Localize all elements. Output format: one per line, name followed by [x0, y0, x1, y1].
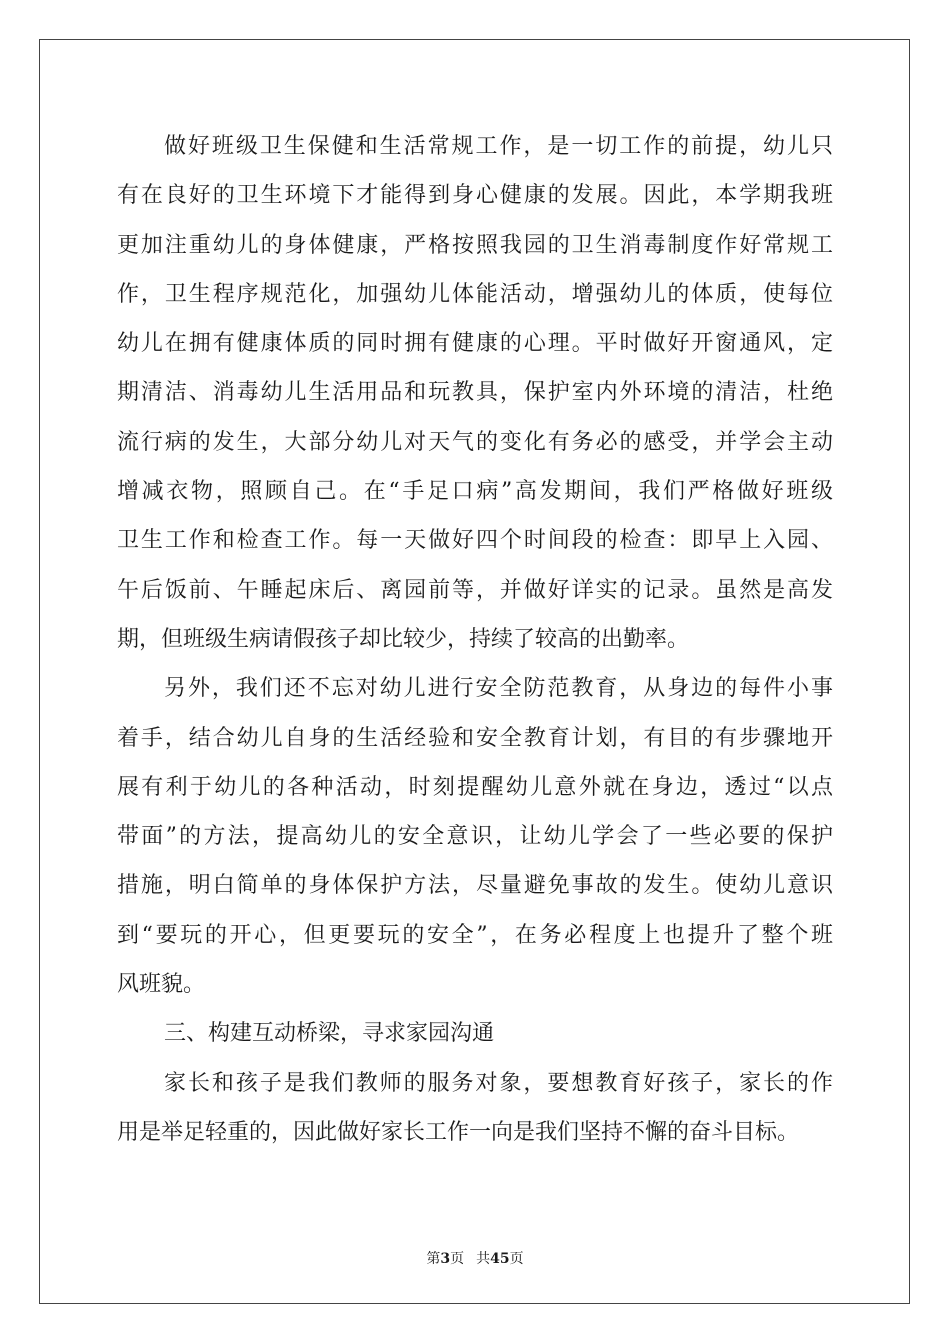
text-line: 措施，明白简单的身体保护方法，尽量避免事故的发生。使幼儿意识 [117, 873, 833, 899]
page-suffix: 页 [450, 1251, 465, 1267]
text-line: 三、构建互动桥梁，寻求家园沟通 [164, 1021, 495, 1047]
page-number: 3 [440, 1251, 451, 1267]
text-line: 午后饭前、午睡起床后、离园前等，并做好详实的记录。虽然是高发 [117, 577, 833, 603]
text-line: 带面”的方法，提高幼儿的安全意识，让幼儿学会了一些必要的保护 [117, 824, 833, 850]
text-line: 流行病的发生，大部分幼儿对天气的变化有务必的感受，并学会主动 [117, 429, 833, 455]
text-line: 做好班级卫生保健和生活常规工作，是一切工作的前提，幼儿只 [164, 134, 833, 159]
paragraph [117, 1009, 833, 1058]
document-body [117, 122, 833, 1157]
text-line: 卫生工作和检查工作。每一天做好四个时间段的检查：即早上入园、 [117, 528, 833, 554]
paragraph [117, 1059, 833, 1158]
text-line: 另外，我们还不忘对幼儿进行安全防范教育，从身边的每件小事 [164, 676, 833, 702]
paragraph [117, 664, 833, 1009]
total-pages: 45 [490, 1251, 510, 1267]
text-line: 更加注重幼儿的身体健康，严格按照我园的卫生消毒制度作好常规工 [117, 232, 833, 258]
text-line: 作，卫生程序规范化，加强幼儿体能活动，增强幼儿的体质，使每位 [117, 281, 833, 307]
text-line: 增减衣物，照顾自己。在“手足口病”高发期间，我们严格做好班级 [117, 479, 833, 505]
text-line: 期，但班级生病请假孩子却比较少，持续了较高的出勤率。 [117, 626, 690, 652]
total-prefix: 共 [476, 1251, 491, 1267]
total-suffix: 页 [509, 1251, 524, 1267]
text-line: 幼儿在拥有健康体质的同时拥有健康的心理。平时做好开窗通风，定 [117, 331, 833, 357]
text-line: 用是举足轻重的，因此做好家长工作一向是我们坚持不懈的奋斗目标。 [117, 1119, 800, 1145]
text-line: 家长和孩子是我们教师的服务对象，要想教育好孩子，家长的作 [164, 1070, 833, 1096]
paragraph [117, 122, 833, 664]
text-line: 期清洁、消毒幼儿生活用品和玩教具，保护室内外环境的清洁，杜绝 [117, 380, 833, 406]
text-line: 风班貌。 [117, 972, 206, 998]
text-line: 着手，结合幼儿自身的生活经验和安全教育计划，有目的有步骤地开 [117, 725, 833, 751]
page-prefix: 第 [426, 1251, 441, 1267]
text-line: 有在良好的卫生环境下才能得到身心健康的发展。因此，本学期我班 [117, 183, 833, 209]
text-line: 展有利于幼儿的各种活动，时刻提醒幼儿意外就在身边，透过“以点 [117, 774, 833, 800]
text-line: 到“要玩的开心，但更要玩的安全”，在务必程度上也提升了整个班 [117, 922, 833, 948]
page-footer [0, 1248, 950, 1268]
